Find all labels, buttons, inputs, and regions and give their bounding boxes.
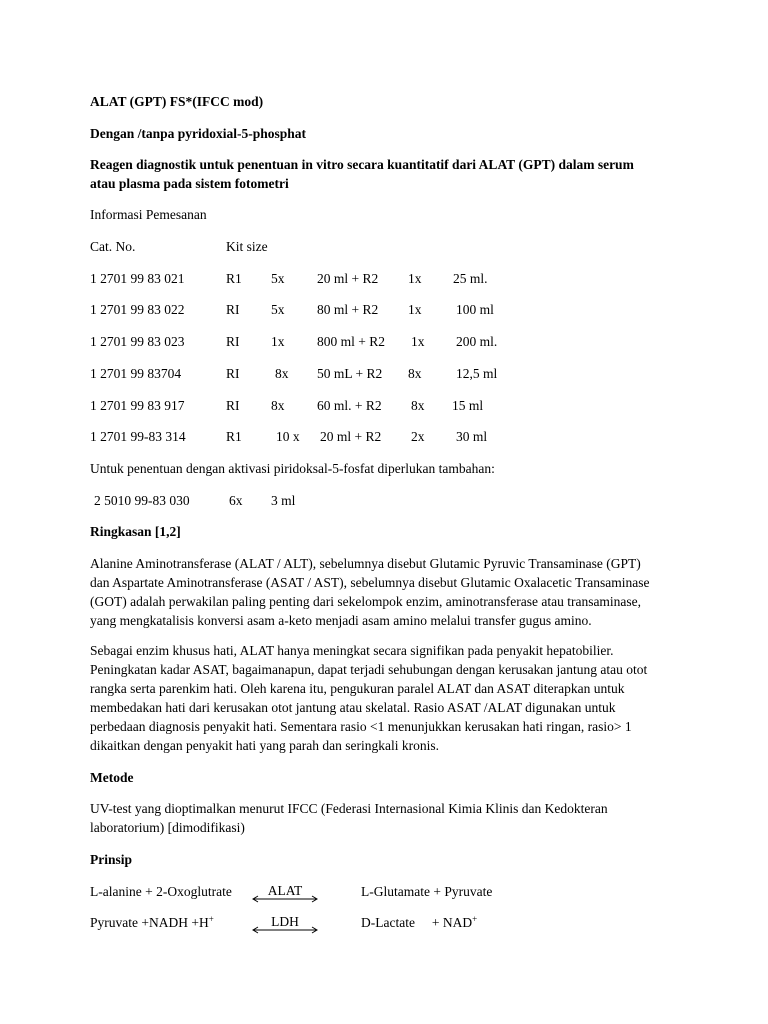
reaction2-products-charge: + xyxy=(472,914,478,924)
summary-p1-line: Alanine Aminotransferase (ALAT / ALT), sebelumnya disebut Glutamic Pyruvic Transaminase (GPT) xyxy=(90,556,641,571)
table-cell-vol2: 100 ml xyxy=(456,302,494,317)
summary-p2-line: membedakan hati dari kerusakan otot jantung atau skelatal. Rasio ASAT /ALAT digunakan untuk xyxy=(90,700,616,715)
summary-p2-line: rangka serta parenkim hati. Oleh karena itu, pengukuran paralel ALAT dan ASAT diterapkan untuk xyxy=(90,681,625,696)
document-title: ALAT (GPT) FS*(IFCC mod) xyxy=(90,94,264,109)
table-cell-qty2: 1x xyxy=(408,302,422,317)
method-text-line: laboratorium) [dimodifikasi) xyxy=(90,820,245,835)
table-cell-vol1: 80 ml + R2 xyxy=(317,302,379,317)
table-cell-vol1: 20 ml + R2 xyxy=(320,429,382,444)
summary-p1-line: (GOT) adalah perwakilan paling penting dari sekelompok enzim, aminotransferase atau transaminase, xyxy=(90,594,642,609)
table-cell-qty1: 5x xyxy=(271,302,285,317)
summary-p2-line: dikaitkan dengan penyakit hati yang parah dan seringkali kronis. xyxy=(90,738,440,753)
table-cell-reagent: R1 xyxy=(226,429,242,444)
header-kit-size: Kit size xyxy=(226,239,268,254)
table-cell-qty1: 8x xyxy=(275,366,289,381)
reaction2-substrates xyxy=(90,913,214,932)
reaction2-products-text: D-Lactate + NAD xyxy=(361,915,473,930)
table-cell-catno: 1 2701 99 83 022 xyxy=(90,302,185,317)
ordering-info-heading: Informasi Pemesanan xyxy=(90,207,207,222)
table-cell-catno: 1 2701 99-83 314 xyxy=(90,429,186,444)
table-cell-vol2: 12,5 ml xyxy=(456,366,498,381)
table-cell-qty2: 1x xyxy=(408,271,422,286)
summary-p2-line: Peningkatan kadar ASAT, bagaimanapun, dapat terjadi sehubungan dengan kerusakan jantung atau otot xyxy=(90,662,648,677)
table-cell-catno: 1 2701 99 83 021 xyxy=(90,271,185,286)
additional-qty: 6x xyxy=(229,493,243,508)
reaction2-substrates-charge: + xyxy=(208,914,214,924)
additional-note: Untuk penentuan dengan aktivasi piridoksal-5-fosfat diperlukan tambahan: xyxy=(90,461,495,476)
table-cell-reagent: RI xyxy=(226,366,240,381)
table-cell-qty2: 1x xyxy=(411,334,425,349)
table-cell-reagent: RI xyxy=(226,334,240,349)
reaction2-arrow xyxy=(252,914,318,934)
table-cell-reagent: RI xyxy=(226,302,240,317)
table-cell-qty2: 2x xyxy=(411,429,425,444)
table-cell-qty1: 5x xyxy=(271,271,285,286)
table-cell-vol1: 20 ml + R2 xyxy=(317,271,379,286)
table-cell-reagent: RI xyxy=(226,398,240,413)
reaction1-enzyme: ALAT xyxy=(267,883,303,898)
header-cat-no: Cat. No. xyxy=(90,239,136,254)
additional-vol: 3 ml xyxy=(271,493,296,508)
double-arrow-icon xyxy=(252,926,318,934)
table-cell-qty1: 8x xyxy=(271,398,285,413)
table-cell-vol2: 25 ml. xyxy=(453,271,488,286)
additional-catno: 2 5010 99-83 030 xyxy=(94,493,190,508)
table-cell-vol2: 200 ml. xyxy=(456,334,498,349)
table-cell-catno: 1 2701 99 83 917 xyxy=(90,398,185,413)
reaction2-enzyme: LDH xyxy=(271,914,299,929)
reaction2-substrates-text: Pyruvate +NADH +H xyxy=(90,915,209,930)
double-arrow-icon xyxy=(252,895,318,903)
document-subtitle: Dengan /tanpa pyridoxial-5-phosphat xyxy=(90,126,307,141)
table-cell-qty2: 8x xyxy=(411,398,425,413)
table-cell-vol2: 30 ml xyxy=(456,429,488,444)
table-cell-vol1: 60 ml. + R2 xyxy=(317,398,382,413)
description-line-2: atau plasma pada sistem fotometri xyxy=(90,176,289,191)
table-cell-vol2: 15 ml xyxy=(452,398,484,413)
summary-p1-line: dan Aspartate Aminotransferase (ASAT / AST), sebelumnya disebut Glutamic Oxalacetic Transaminase xyxy=(90,575,650,590)
summary-p1-line: yang mengkatalisis konversi asam a-keto menjadi asam amino melalui transfer gugus amino. xyxy=(90,613,592,628)
table-cell-qty1: 1x xyxy=(271,334,285,349)
summary-p2-line: perbedaan diagnosis penyakit hati. Sementara rasio <1 menunjukkan kerusakan hati ringan, rasio> 1 xyxy=(90,719,632,734)
principle-heading: Prinsip xyxy=(90,852,133,867)
table-cell-qty2: 8x xyxy=(408,366,422,381)
reaction1-products: L-Glutamate + Pyruvate xyxy=(361,884,493,899)
table-cell-qty1: 10 x xyxy=(276,429,300,444)
reaction2-products xyxy=(361,913,477,932)
summary-p2-line: Sebagai enzim khusus hati, ALAT hanya meningkat secara signifikan pada penyakit hepatobilier. xyxy=(90,643,614,658)
reaction1-equilibrium-arrow xyxy=(252,883,318,903)
reaction1-substrates: L-alanine + 2-Oxoglutrate xyxy=(90,884,232,899)
table-cell-vol1: 800 ml + R2 xyxy=(317,334,385,349)
table-cell-catno: 1 2701 99 83704 xyxy=(90,366,182,381)
method-heading: Metode xyxy=(90,770,134,785)
table-cell-catno: 1 2701 99 83 023 xyxy=(90,334,185,349)
method-text-line: UV-test yang dioptimalkan menurut IFCC (Federasi Internasional Kimia Klinis dan Kedokteran xyxy=(90,801,608,816)
summary-heading: Ringkasan [1,2] xyxy=(90,524,181,539)
table-cell-vol1: 50 mL + R2 xyxy=(317,366,383,381)
table-cell-reagent: R1 xyxy=(226,271,242,286)
description-line-1: Reagen diagnostik untuk penentuan in vitro secara kuantitatif dari ALAT (GPT) dalam serum xyxy=(90,157,634,172)
